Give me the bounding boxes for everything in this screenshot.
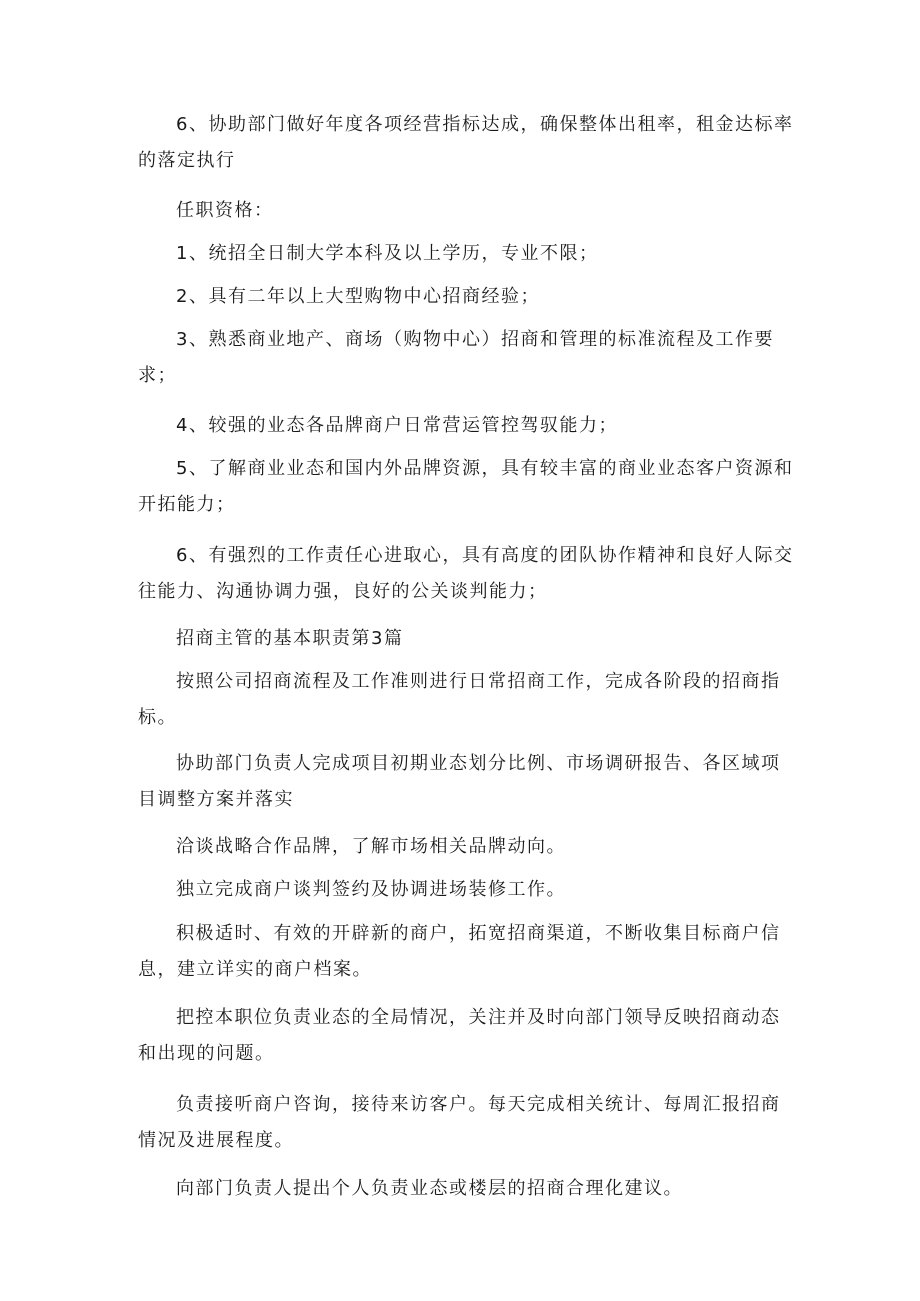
- responsibility-item: 把控本职位负责业态的全局情况，关注并及时向部门领导反映招商动态和出现的问题。: [138, 1007, 781, 1064]
- responsibility-item: 协助部门负责人完成项目初期业态划分比例、市场调研报告、各区域项目调整方案并落实: [138, 753, 781, 810]
- responsibility-item: 向部门负责人提出个人负责业态或楼层的招商合理化建议。: [176, 1178, 683, 1199]
- responsibility-item: 独立完成商户谈判签约及协调进场装修工作。: [176, 879, 566, 900]
- qualification-item-3: 3、熟悉商业地产、商场（购物中心）招商和管理的标准流程及工作要求；: [138, 329, 774, 386]
- responsibility-item: 洽谈战略合作品牌，了解市场相关品牌动向。: [176, 836, 566, 857]
- responsibility-item: 负责接听商户咨询，接待来访客户。每天完成相关统计、每周汇报招商情况及进展程度。: [138, 1094, 781, 1151]
- qualification-item-2: 2、具有二年以上大型购物中心招商经验；: [176, 286, 540, 307]
- duty-item-6: 6、协助部门做好年度各项经营指标达成，确保整体出租率，租金达标率的落定执行: [138, 114, 794, 171]
- qualification-item-4: 4、较强的业态各品牌商户日常营运管控驾驭能力；: [176, 415, 618, 436]
- responsibility-item: 按照公司招商流程及工作准则进行日常招商工作，完成各阶段的招商指标。: [138, 671, 781, 728]
- qualification-item-5: 5、了解商业业态和国内外品牌资源，具有较丰富的商业业态客户资源和开拓能力；: [138, 458, 794, 515]
- section-heading-qualifications: 任职资格：: [176, 200, 274, 221]
- responsibility-item: 积极适时、有效的开辟新的商户，拓宽招商渠道，不断收集目标商户信息，建立详实的商户档案。: [138, 923, 781, 980]
- qualification-item-1: 1、统招全日制大学本科及以上学历，专业不限；: [176, 243, 599, 264]
- article-title: 招商主管的基本职责第3篇: [176, 628, 404, 649]
- qualification-item-6: 6、有强烈的工作责任心进取心，具有高度的团队协作精神和良好人际交往能力、沟通协调力强，良好的公关谈判能力；: [138, 545, 794, 602]
